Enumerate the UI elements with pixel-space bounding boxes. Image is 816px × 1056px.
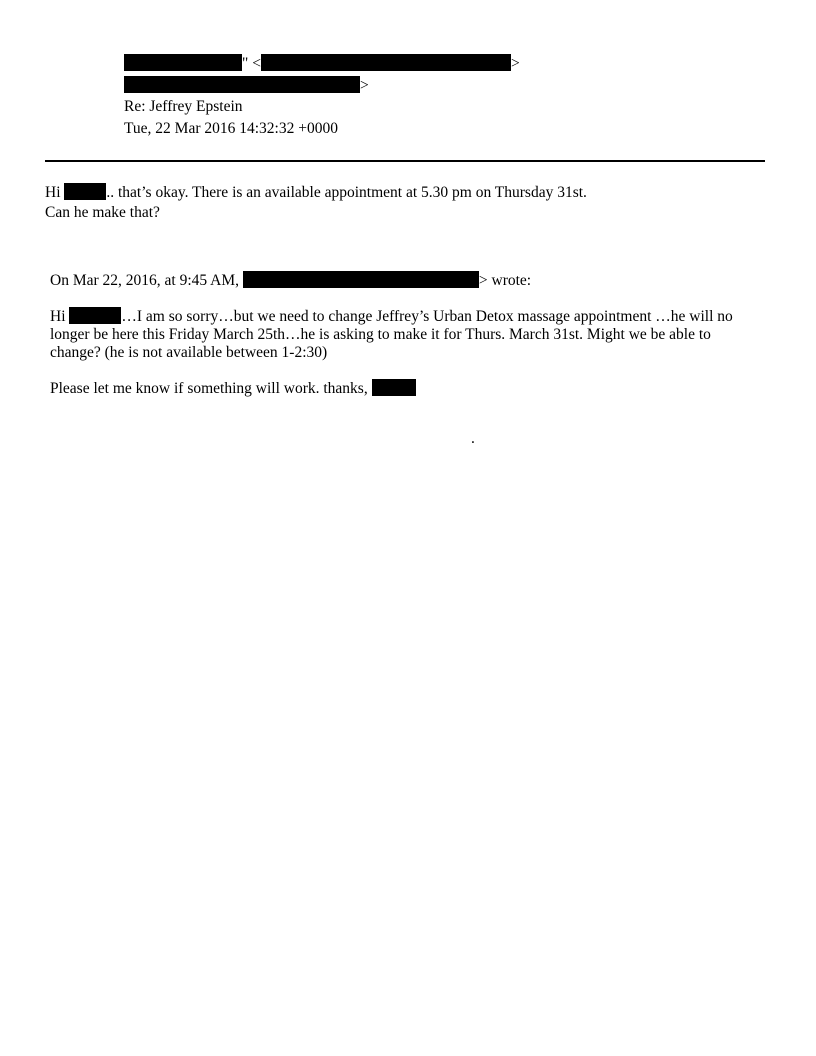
to-close-bracket: > (360, 77, 369, 94)
to-value (124, 76, 369, 95)
reply-greeting: Hi (45, 184, 61, 201)
reply-body (45, 183, 587, 222)
reply-line-2: Can he make that? (45, 204, 160, 221)
quoted-p2-text: Please let me know if something will work. thanks, (50, 380, 368, 397)
from-quote-mark: " (242, 55, 249, 72)
redacted-recipient (124, 76, 360, 93)
quoted-paragraph-1 (50, 307, 733, 362)
quoted-intro-start: On Mar 22, 2016, at 9:45 AM, (50, 272, 240, 289)
quoted-intro-end: > wrote: (478, 272, 532, 289)
date-value: Tue, 22 Mar 2016 14:32:32 +0000 (124, 120, 338, 137)
from-open-bracket: < (252, 55, 261, 72)
reply-line-1-text: .. that’s okay. There is an available appointment at 5.30 pm on Thursday 31st. (106, 184, 587, 201)
quoted-paragraph-2 (50, 379, 416, 398)
redacted-quoted-name (69, 307, 121, 324)
quoted-p1-line-3: change? (he is not available between 1-2:30) (50, 344, 328, 361)
header-divider (45, 160, 765, 162)
reply-line-1 (45, 183, 587, 202)
from-value (124, 54, 520, 73)
redacted-sender-email (261, 54, 511, 71)
quoted-greeting: Hi (50, 308, 66, 325)
stray-mark: . (471, 430, 475, 447)
subject-value: Re: Jeffrey Epstein (124, 98, 243, 115)
quoted-intro (50, 271, 531, 290)
redacted-original-sender (243, 271, 479, 288)
from-close-bracket: > (510, 55, 520, 72)
redacted-recipient-name (64, 183, 106, 200)
redacted-sender-name (124, 54, 242, 71)
quoted-p1-line-1 (50, 307, 733, 326)
quoted-p1-line-2: longer be here this Friday March 25th…he is asking to make it for Thurs. March 31st. Might we be able to (50, 326, 711, 343)
redacted-signature (372, 379, 416, 396)
quoted-p1-line-1-text: …I am so sorry…but we need to change Jeffrey’s Urban Detox massage appointment …he will no (121, 308, 733, 325)
